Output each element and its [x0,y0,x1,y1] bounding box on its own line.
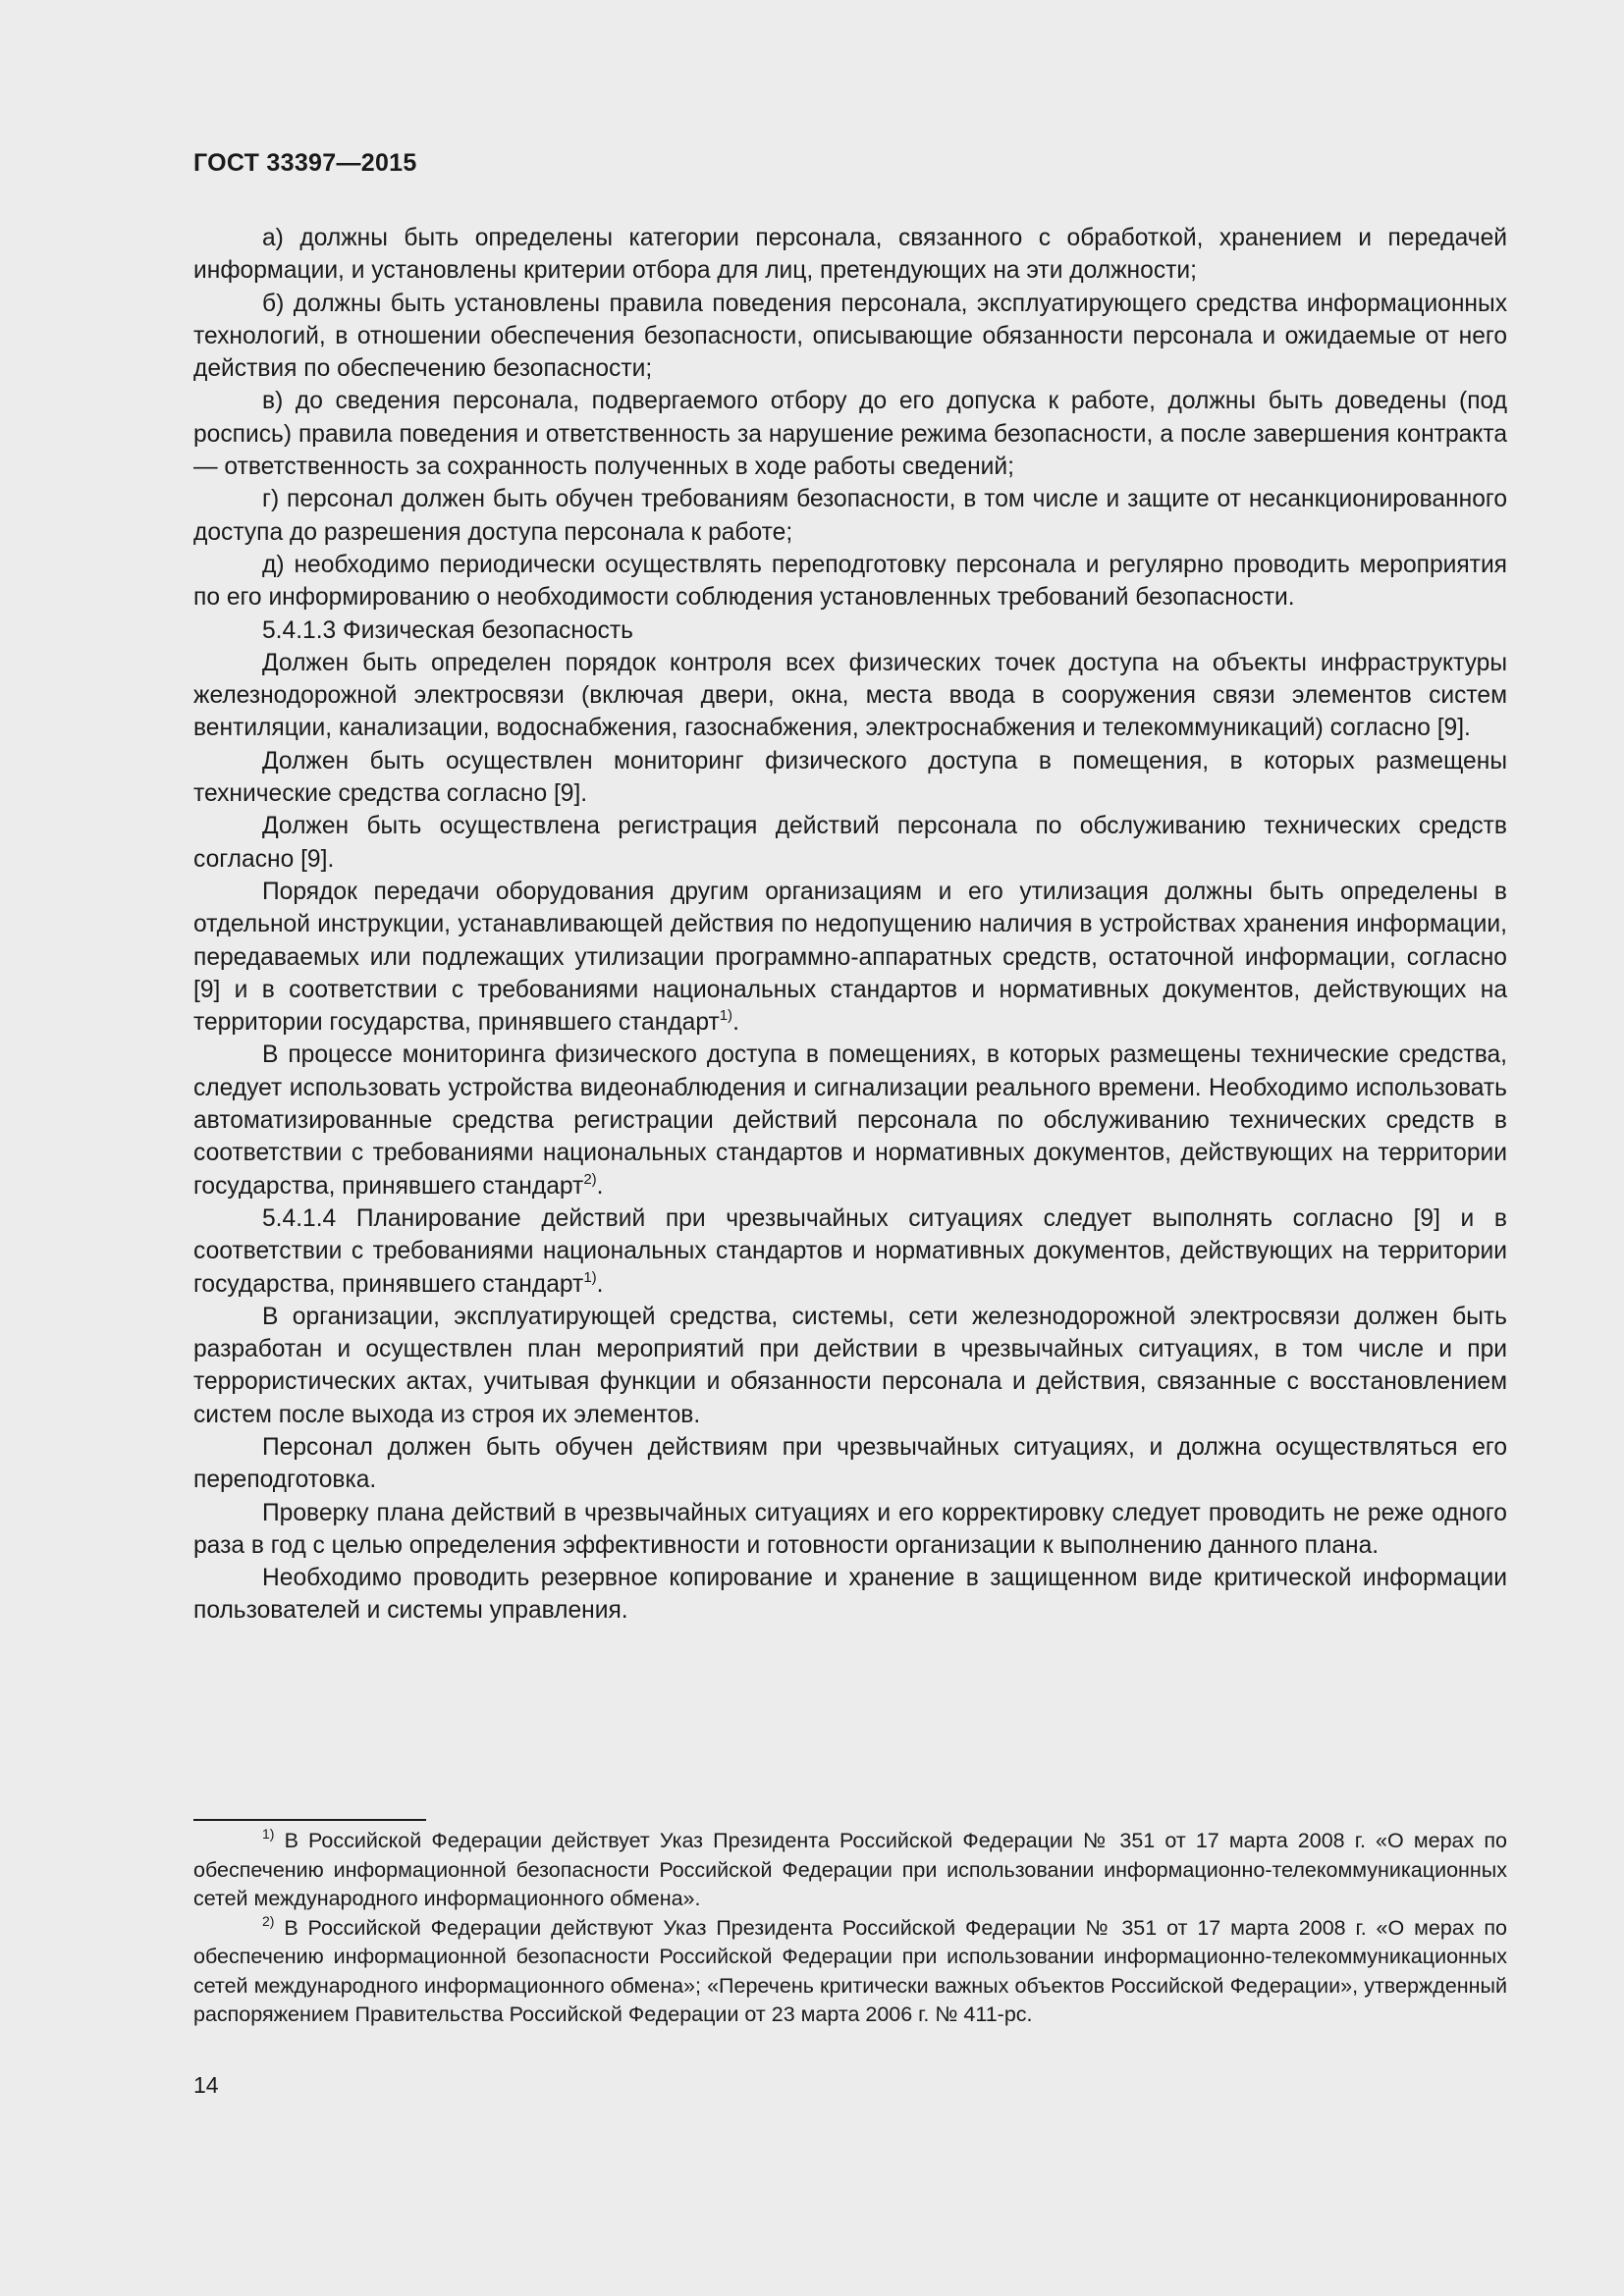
list-item-a: а) должны быть определены категории персонала, связанного с обработкой, хранением и передачей информации, и установлены критерии отбора для лиц, претендующих на эти должности; [193,225,1507,285]
list-item-g: г) персонал должен быть обучен требованиям безопасности, в том числе и защите от несанкционированного доступа до разрешения доступа персонала к работе; [193,486,1507,546]
paragraph-plan-review: Проверку плана действий в чрезвычайных ситуациях и его корректировку следует проводить не реже одного раза в год с целью определения эффективности и готовности организации к выполнению данного плана. [193,1499,1507,1559]
footnote-mark: 2) [262,1912,275,1929]
footnotes [193,1827,1507,2030]
footnote-text: В Российской Федерации действует Указ Президента Российской Федерации № 351 от 17 марта 2008 г. «О мерах по обеспечению информационной безопасности Российской Федерации при использовании информационно-телекоммуникационных сетей международного информационного обмена». [193,1829,1507,1910]
paragraph-registration: Должен быть осуществлена регистрация действий персонала по обслуживанию технических средств согласно [9]. [193,813,1507,873]
paragraph-monitoring: Должен быть осуществлен мониторинг физического доступа в помещения, в которых размещены технические средства согласно [9]. [193,747,1507,808]
footnote-1 [193,1827,1507,1914]
footnote-ref: 1) [583,1268,597,1286]
page-number: 14 [193,2072,219,2098]
footnote-ref: 1) [719,1007,733,1025]
footnote-ref: 2) [583,1170,597,1188]
list-item-d: д) необходимо периодически осуществлять переподготовку персонала и регулярно проводить мероприятия по его информированию о необходимости соблюдения установленных требований безопасности. [193,551,1507,612]
paragraph-backup: Необходимо проводить резервное копирование и хранение в защищенном виде критической информации пользователей и системы управления. [193,1565,1507,1625]
paragraph-text: В процессе мониторинга физического доступа в помещениях, в которых размещены технические средства, следует использовать устройства видеонаблюдения и сигнализации реального времени. Необходимо использовать автоматизированные средства регистрации действий персонала по обслуживанию технических средств в соответствии с требованиями национальных стандартов и нормативных документов, действующих на территории государства, принявшего стандарт [193,1041,1507,1200]
paragraph-text: Порядок передачи оборудования другим организациям и его утилизация должны быть определены в отдельной инструкции, устанавливающей действия по недопущению наличия в устройствах хранения информации, передаваемых или подлежащих утилизации программно-аппаратных средств, остаточной информации, согласно [9] и в соответствии с требованиями национальных стандартов и нормативных документов, действующих на территории государства, принявшего стандарт [193,878,1507,1037]
paragraph-emergency-plan: В организации, эксплуатирующей средства, системы, сети железнодорожной электросвязи должен быть разработан и осуществлен план мероприятий при действии в чрезвычайных ситуациях, в том числе и при террористических актах, учитывая функции и обязанности персонала и действия, связанные с восстановлением систем после выхода из строя их элементов. [193,1303,1507,1428]
paragraph-text: 5.4.1.4 Планирование действий при чрезвычайных ситуациях следует выполнять согласно [9] и в соответствии с требованиями национальных стандартов и нормативных документов, действующих на территории государства, принявшего стандарт [193,1204,1507,1298]
paragraph-training: Персонал должен быть обучен действиям при чрезвычайных ситуациях, и должна осуществляться его переподготовка. [193,1433,1507,1494]
document-body [193,222,1507,1628]
paragraph-access-points: Должен быть определен порядок контроля всех физических точек доступа на объекты инфраструктуры железнодорожной электросвязи (включая двери, окна, места ввода в сооружения связи элементов систем вентиляции, канализации, водоснабжения, газоснабжения, электроснабжения и телекоммуникаций) согласно [9]. [193,649,1507,742]
paragraph-equipment-transfer: Порядок передачи оборудования другим организациям и его утилизация должны быть определены в отдельной инструкции, устанавливающей действия по недопущению наличия в устройствах хранения информации, передаваемых или подлежащих утилизации программно-аппаратных средств, остаточной информации, согласно [9] и в соответствии с требованиями национальных стандартов и нормативных документов, действующих на территории государства, принявшего стандарт$^{1)}$. [193,878,1507,1037]
paragraph-video-surveillance: В процессе мониторинга физического доступа в помещениях, в которых размещены технические средства, следует использовать устройства видеонаблюдения и сигнализации реального времени. Необходимо использовать автоматизированные средства регистрации действий персонала по обслуживанию технических средств в соответствии с требованиями национальных стандартов и нормативных документов, действующих на территории государства, принявшего стандарт$^{2)}$. [193,1041,1507,1200]
footnote-divider [193,1819,426,1821]
section-heading-5-4-1-3: 5.4.1.3 Физическая безопасность [262,616,633,644]
list-item-v: в) до сведения персонала, подвергаемого отбору до его допуска к работе, должны быть доведены (под роспись) правила поведения и ответственность за нарушение режима безопасности, а после завершения контракта — ответственность за сохранность полученных в ходе работы сведений; [193,388,1507,481]
document-header: ГОСТ 33397—2015 [193,149,417,177]
footnote-2 [193,1914,1507,2030]
footnote-mark: 1) [262,1826,275,1842]
list-item-b: б) должны быть установлены правила поведения персонала, эксплуатирующего средства информационных технологий, в отношении обеспечения безопасности, описывающие обязанности персонала и ожидаемые от него действия по обеспечению безопасности; [193,290,1507,383]
section-5-4-1-4: 5.4.1.4 Планирование действий при чрезвычайных ситуациях следует выполнять согласно [9] и в соответствии с требованиями национальных стандартов и нормативных документов, действующих на территории государства, принявшего стандарт$^{1)}$. [193,1204,1507,1298]
footnote-text: В Российской Федерации действуют Указ Президента Российской Федерации № 351 от 17 марта 2008 г. «О мерах по обеспечению информационной безопасности Российской Федерации при использовании информационно-телекоммуникационных сетей международного информационного обмена»; «Перечень критически важных объектов Российской Федерации», утвержденный распоряжением Правительства Российской Федерации от 23 марта 2006 г. № 411-рс. [193,1915,1507,2026]
